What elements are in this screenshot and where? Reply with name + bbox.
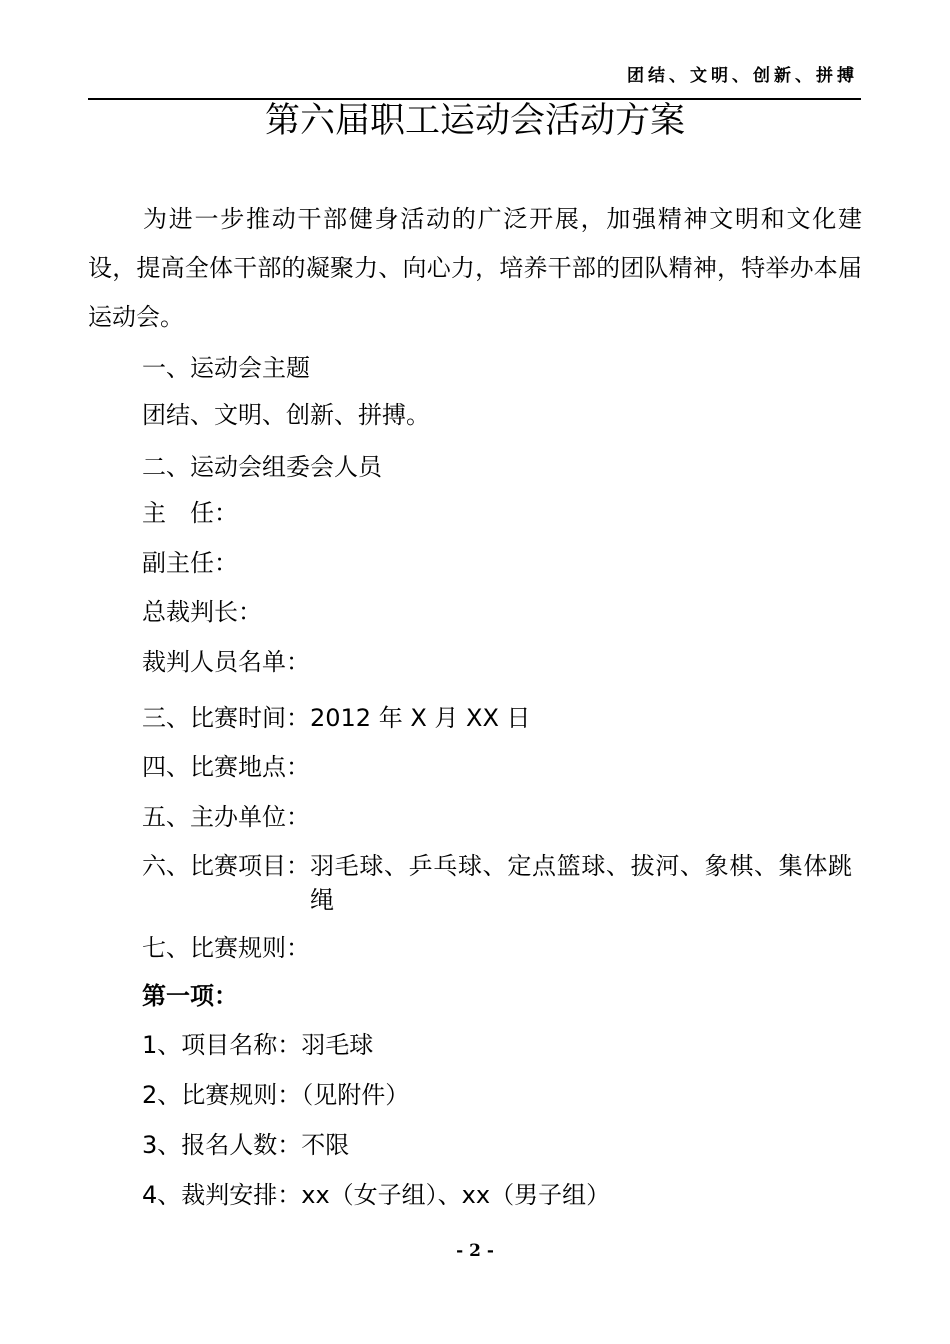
item-name: 1、项目名称：羽毛球 bbox=[142, 1031, 374, 1059]
theme-text: 团结、文明、创新、拼搏。 bbox=[142, 401, 430, 429]
page-number: - 2 - bbox=[456, 1241, 494, 1261]
section-rules: 七、比赛规则： bbox=[142, 934, 310, 962]
item-entrants: 3、报名人数：不限 bbox=[142, 1131, 350, 1159]
item-referees: 4、裁判安排：xx（女子组）、xx（男子组） bbox=[142, 1181, 611, 1209]
section-events-label: 六、比赛项目： bbox=[142, 852, 310, 880]
item-rules: 2、比赛规则：（见附件） bbox=[142, 1081, 410, 1109]
committee-director: 主 任： bbox=[142, 499, 238, 527]
section-match-venue: 四、比赛地点： bbox=[142, 753, 310, 781]
section-organizer: 五、主办单位： bbox=[142, 803, 310, 831]
section-match-time: 三、比赛时间：2012 年 X 月 XX 日 bbox=[142, 704, 531, 732]
section-committee-heading: 二、运动会组委会人员 bbox=[142, 453, 382, 481]
header-motto: 团结、文明、创新、拼搏 bbox=[627, 66, 858, 86]
intro-paragraph: 为进一步推动干部健身活动的广泛开展，加强精神文明和文化建设，提高全体干部的凝聚力、向心力，培养干部的团队精神，特举办本届运动会。 bbox=[88, 205, 862, 331]
item-one-heading: 第一项： bbox=[142, 982, 238, 1010]
section-events-value: 羽毛球、乒乓球、定点篮球、拔河、象棋、集体跳绳 bbox=[310, 852, 852, 914]
section-events bbox=[142, 849, 852, 917]
committee-chief-referee: 总裁判长： bbox=[142, 598, 262, 626]
section-theme-heading: 一、运动会主题 bbox=[142, 354, 310, 382]
committee-referee-list: 裁判人员名单： bbox=[142, 648, 310, 676]
document-title: 第六届职工运动会活动方案 bbox=[264, 101, 685, 141]
committee-deputy-director: 副主任： bbox=[142, 549, 238, 577]
